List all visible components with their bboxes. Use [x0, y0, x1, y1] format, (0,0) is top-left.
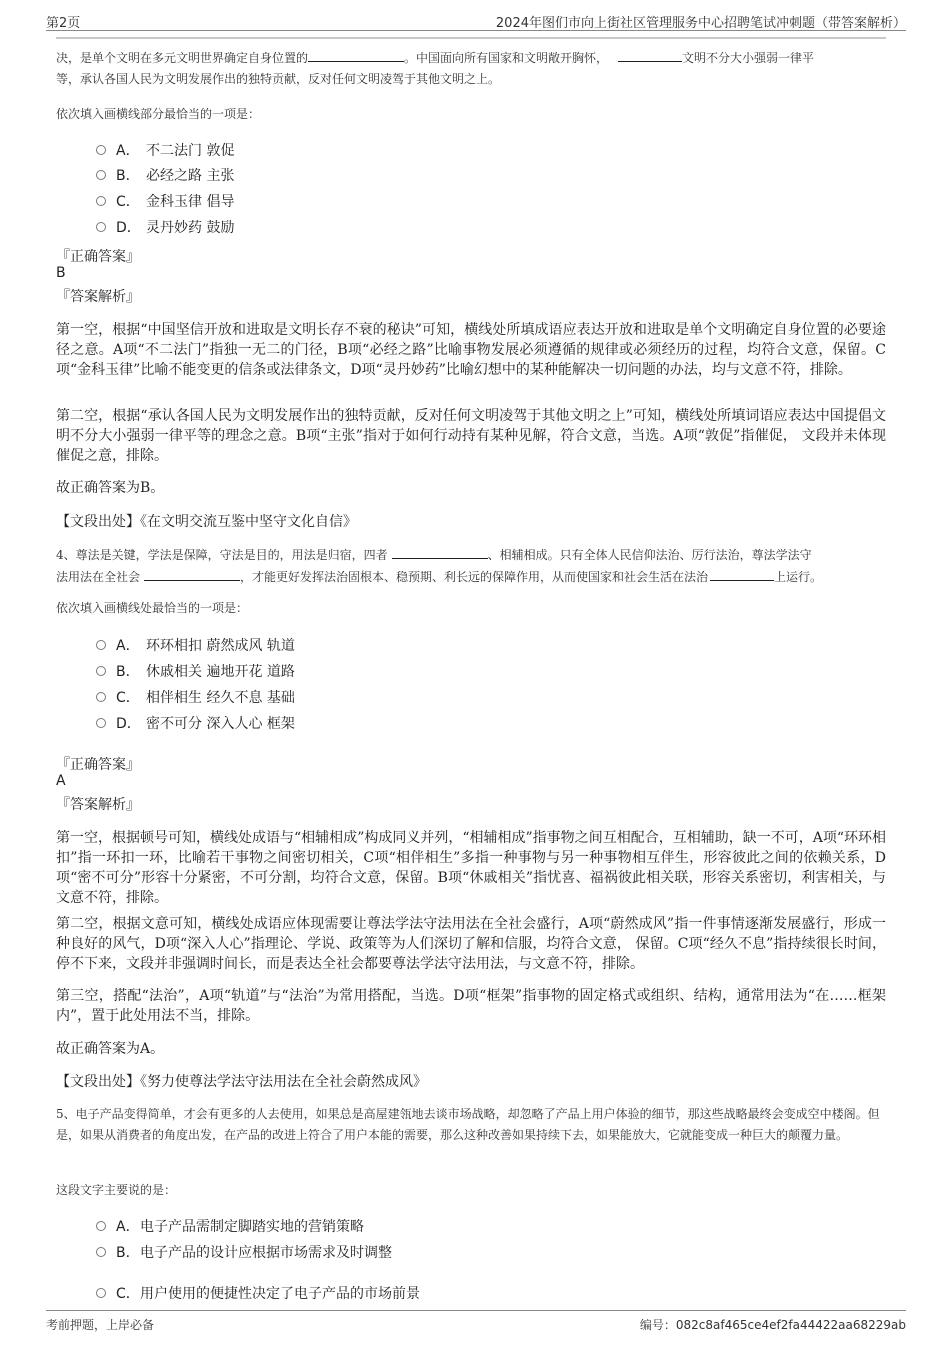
- fill-blank: [144, 566, 240, 581]
- option-key: C．: [116, 1286, 140, 1302]
- option-text: 环环相扣 蔚然成风 轨道: [146, 638, 295, 654]
- q4-stem: [56, 544, 886, 588]
- radio-icon[interactable]: [96, 145, 106, 155]
- option-text: 电子产品的设计应根据市场需求及时调整: [140, 1245, 392, 1261]
- q3-stem: [56, 47, 886, 90]
- option-text: 用户使用的便捷性决定了电子产品的市场前景: [140, 1286, 420, 1302]
- fill-blank: [392, 544, 488, 559]
- q4-analysis-2: 第二空，根据文意可知，横线处成语应体现需要让尊法学法守法用法在全社会盛行，A项“蔚然成风”指一件事情逐渐发展盛行，形成一种良好的风气，D项“深入人心”指理论、学说、政策等为人们深切了解和信服，均符合文意， 保留。C项“经久不息”指持续很长时间，停不下来，文段并非强调时间长，而是表达全社会都要尊法学法守法用法，与文意不符，排除。: [56, 916, 886, 972]
- option-text: 电子产品需制定脚踏实地的营销策略: [140, 1219, 364, 1235]
- q4-analysis-label: 『答案解析』: [56, 797, 140, 813]
- footer-slogan: 考前押题，上岸必备: [46, 1318, 155, 1332]
- q3-option-c[interactable]: [96, 191, 234, 211]
- q4-option-b[interactable]: [96, 661, 295, 681]
- radio-icon[interactable]: [96, 718, 106, 728]
- option-key: B．: [116, 664, 140, 680]
- option-text: 不二法门 敦促: [146, 143, 235, 159]
- radio-icon[interactable]: [96, 640, 106, 650]
- q4-prompt: 依次填入画横线处最恰当的一项是：: [56, 601, 249, 615]
- radio-icon[interactable]: [96, 1247, 106, 1257]
- option-text: 金科玉律 倡导: [146, 194, 235, 210]
- q3-conclusion: 故正确答案为B。: [56, 480, 165, 496]
- q4-option-c[interactable]: [96, 687, 295, 707]
- option-key: C．: [116, 690, 140, 706]
- q5-option-c[interactable]: [96, 1283, 420, 1303]
- radio-icon[interactable]: [96, 196, 106, 206]
- q5-option-b[interactable]: [96, 1242, 392, 1262]
- q3-analysis-label: 『答案解析』: [56, 289, 140, 305]
- q4-analysis-3: 第三空，搭配“法治”，A项“轨道”与“法治”为常用搭配，当选。D项“框架”指事物的固定格式或组织、结构，通常用法为“在……框架内”，置于此处用法不当，排除。: [56, 988, 886, 1024]
- q4-analysis-1: 第一空，根据顿号可知，横线处成语与“相辅相成”构成同义并列，“相辅相成”指事物之间互相配合，互相辅助，缺一不可，A项“环环相扣”指一环扣一环，比喻若干事物之间密切相关，C项“相伴相生”多指一种事物与另一种事物相互伴生，形容彼此之间的依赖关系，D项“密不可分”形容十分紧密，不可分割，均符合文意，保留。B项“休戚相关”指忧喜、福祸彼此相关联，形容关系密切，利害相关，与文意不符，排除。: [56, 830, 886, 906]
- option-text: 休戚相关 遍地开花 道路: [146, 664, 295, 680]
- q4-option-d[interactable]: [96, 713, 295, 733]
- page-header: [46, 8, 906, 31]
- q4-stem-part: 法用法在全社会: [56, 570, 141, 584]
- radio-icon[interactable]: [96, 170, 106, 180]
- q4-answer-label: 『正确答案』: [56, 757, 140, 773]
- option-key: D．: [116, 220, 141, 236]
- q4-source: 【文段出处】《努力使尊法学法守法用法在全社会蔚然成风》: [56, 1074, 427, 1090]
- radio-icon[interactable]: [96, 1221, 106, 1231]
- q3-stem-part: 等，承认各国人民为文明发展作出的独特贡献，反对任何文明凌驾于其他文明之上。: [56, 72, 501, 86]
- page-number: 第2页: [46, 16, 81, 31]
- q3-option-b[interactable]: [96, 165, 234, 185]
- q5-prompt: 这段文字主要说的是：: [56, 1183, 177, 1197]
- q4-conclusion: 故正确答案为A。: [56, 1041, 165, 1057]
- radio-icon[interactable]: [96, 1288, 106, 1298]
- q3-analysis-2: 第二空，根据“承认各国人民为文明发展作出的独特贡献，反对任何文明凌驾于其他文明之上”可知，横线处所填词语应表达中国提倡文明不分大小强弱一律平等的理念之意。B项“主张”指对于如何行动持有某种见解，符合文意，当选。A项“敦促”指催促， 文段并未体现催促之意，排除。: [56, 408, 886, 464]
- q3-stem-part: 决，是单个文明在多元文明世界确定自身位置的: [56, 51, 309, 65]
- q3-option-d[interactable]: [96, 217, 234, 237]
- radio-icon[interactable]: [96, 666, 106, 676]
- fill-blank: [618, 47, 682, 62]
- option-key: C．: [116, 194, 140, 210]
- option-text: 密不可分 深入人心 框架: [146, 716, 295, 732]
- fill-blank: [308, 47, 404, 62]
- q3-analysis-1: 第一空，根据“中国坚信开放和进取是文明长存不衰的秘诀”可知，横线处所填成语应表达开放和进取是单个文明确定自身位置的必要途径之意。A项“不二法门”指独一无二的门径，B项“必经之路”比喻事物发展必须遵循的规律或必须经历的过程，均符合文意，保留。C项“金科玉律”比喻不能变更的信条或法律条文，D项“灵丹妙药”比喻幻想中的某种能解决一切问题的办法，均与文意不符，排除。: [56, 322, 886, 378]
- option-text: 相伴相生 经久不息 基础: [146, 690, 295, 706]
- option-key: A．: [116, 638, 140, 654]
- q4-stem-part: 上运行。: [774, 570, 823, 584]
- option-key: B．: [116, 168, 140, 184]
- page-footer: [46, 1310, 906, 1335]
- q3-stem-part: 。中国面向所有国家和文明敞开胸怀，: [404, 51, 609, 65]
- document-title: 2024年图们市向上街社区管理服务中心招聘笔试冲刺题（带答案解析）: [495, 16, 906, 31]
- q4-answer: A: [56, 773, 66, 789]
- q4-stem-part: ，才能更好发挥法治固根本、稳预期、利长远的保障作用，从而使国家和社会生活在法治: [240, 570, 709, 584]
- option-text: 灵丹妙药 鼓励: [146, 220, 235, 236]
- option-key: A．: [116, 1219, 140, 1235]
- option-key: D．: [116, 716, 141, 732]
- q4-stem-part: 4、尊法是关键，学法是保障，守法是目的，用法是归宿，四者: [56, 548, 388, 562]
- option-text: 必经之路 主张: [146, 168, 235, 184]
- q3-source: 【文段出处】《在文明交流互鉴中坚守文化自信》: [56, 514, 357, 530]
- radio-icon[interactable]: [96, 692, 106, 702]
- fill-blank: [710, 566, 774, 581]
- q4-option-a[interactable]: [96, 635, 295, 655]
- q5-option-a[interactable]: [96, 1216, 364, 1236]
- q4-stem-part: 、相辅相成。只有全体人民信仰法治、厉行法治，尊法学法守: [487, 548, 812, 562]
- radio-icon[interactable]: [96, 222, 106, 232]
- q3-stem-part: 文明不分大小强弱一律平: [682, 51, 815, 65]
- q3-answer-label: 『正确答案』: [56, 249, 140, 265]
- clipped-text-line: [56, 34, 886, 42]
- option-key: A．: [116, 143, 140, 159]
- q5-stem: 5、电子产品变得简单，才会有更多的人去使用，如果总是高屋建瓴地去谈市场战略，却忽略了产品上用户体验的细节，那这些战略最终会变成空中楼阁。但是，如果从消费者的角度出发，在产品的改进上符合了用户本能的需要，那么这种改善如果持续下去，如果能放大，它就能变成一种巨大的颠覆力量。: [56, 1107, 880, 1142]
- option-key: B．: [116, 1245, 140, 1261]
- q3-answer: B: [56, 265, 66, 281]
- q3-prompt: 依次填入画横线部分最恰当的一项是：: [56, 107, 261, 121]
- q3-option-a[interactable]: [96, 140, 234, 160]
- document-id: 编号：082c8af465ce4ef2fa44422aa68229ab: [639, 1318, 906, 1332]
